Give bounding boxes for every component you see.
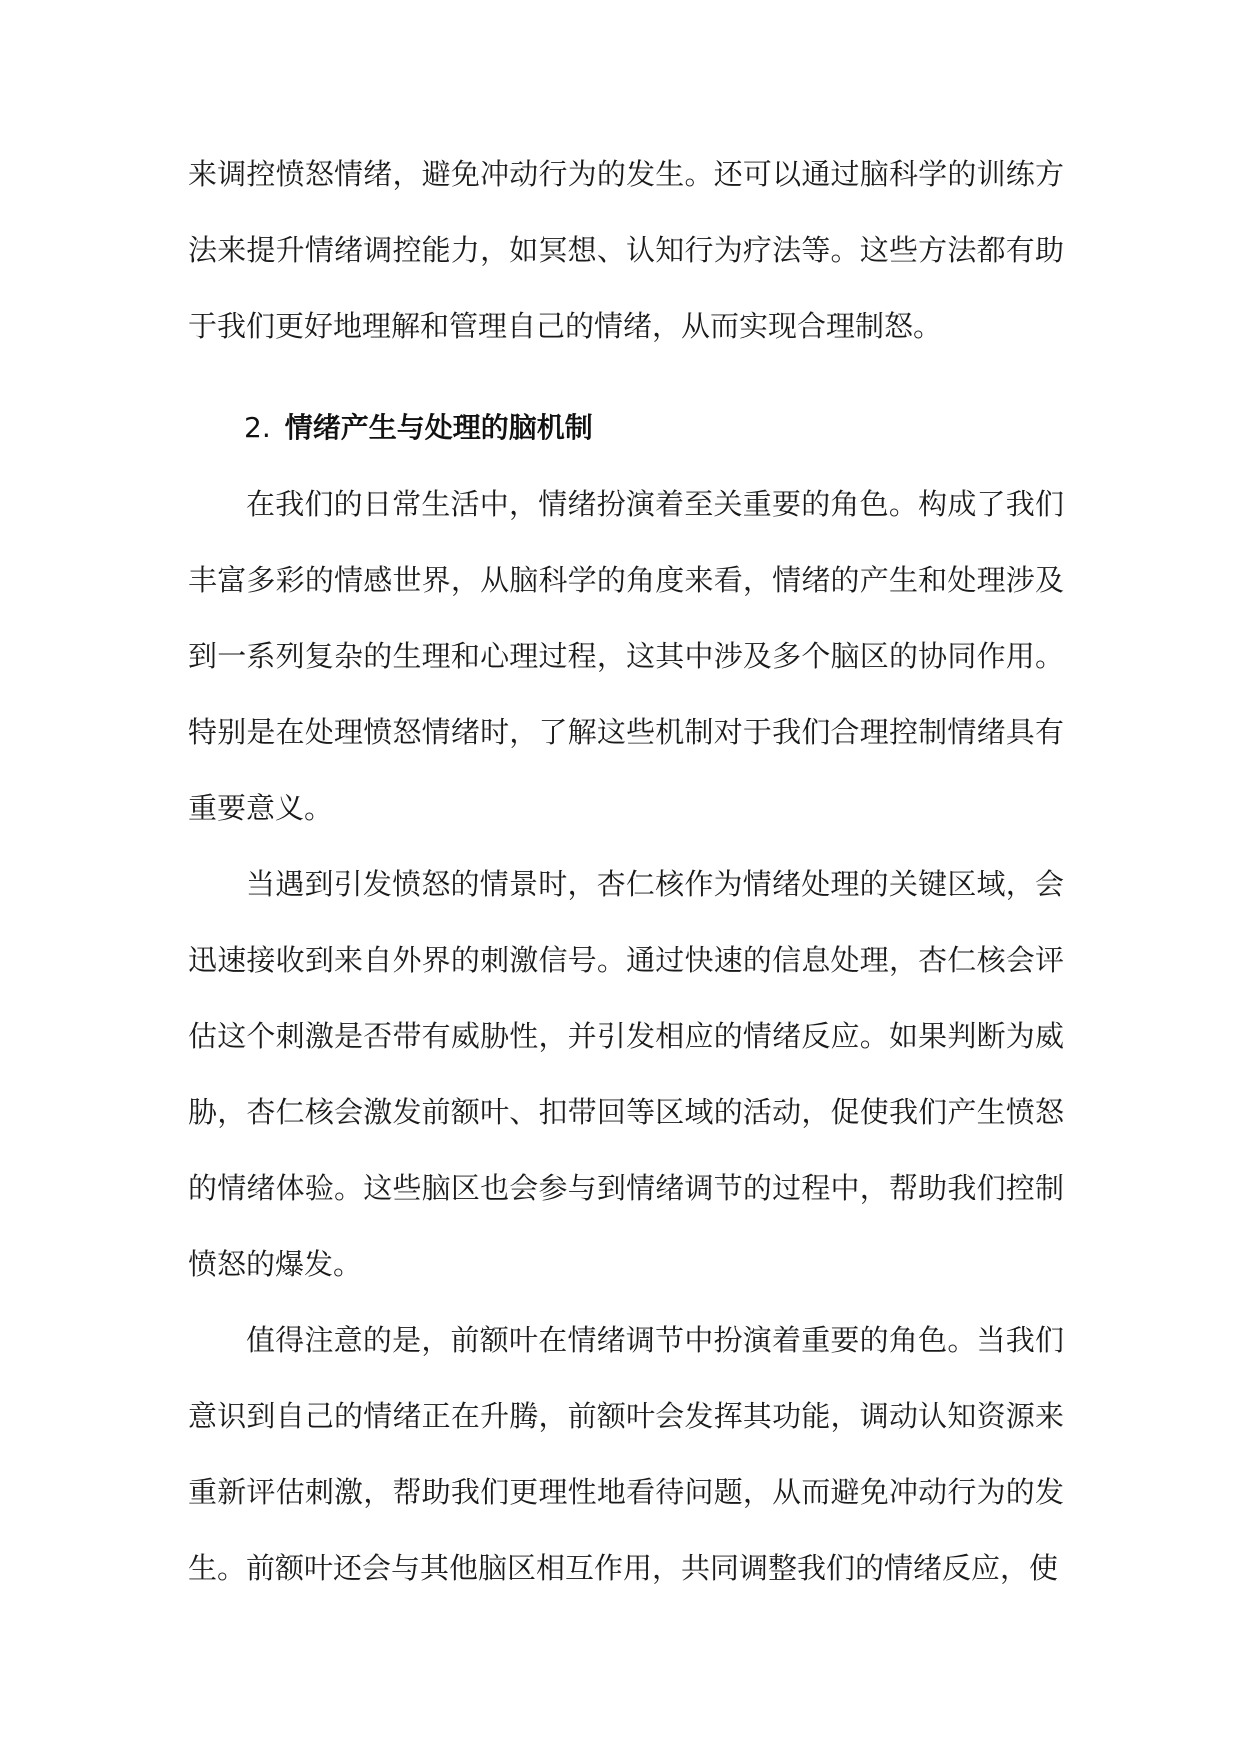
paragraph: 值得注意的是，前额叶在情绪调节中扮演着重要的角色。当我们意识到自己的情绪正在升腾，前额叶会发挥其功能，调动认知资源来重新评估刺激，帮助我们更理性地看待问题，从而避免冲动行为的发生。前额叶还会与其他脑区相互作用，共同调整我们的情绪反应，使 <box>188 1323 1064 1585</box>
paragraph: 在我们的日常生活中，情绪扮演着至关重要的角色。构成了我们丰富多彩的情感世界，从脑科学的角度来看，情绪的产生和处理涉及到一系列复杂的生理和心理过程，这其中涉及多个脑区的协同作用。特别是在处理愤怒情绪时，了解这些机制对于我们合理控制情绪具有重要意义。 <box>188 487 1064 825</box>
paragraph: 当遇到引发愤怒的情景时，杏仁核作为情绪处理的关键区域，会迅速接收到来自外界的刺激信号。通过快速的信息处理，杏仁核会评估这个刺激是否带有威胁性，并引发相应的情绪反应。如果判断为威胁，杏仁核会激发前额叶、扣带回等区域的活动，促使我们产生愤怒的情绪体验。这些脑区也会参与到情绪调节的过程中，帮助我们控制愤怒的爆发。 <box>188 867 1064 1281</box>
text-column <box>188 136 1064 1606</box>
paragraph-continued: 来调控愤怒情绪，避免冲动行为的发生。还可以通过脑科学的训练方法来提升情绪调控能力，如冥想、认知行为疗法等。这些方法都有助于我们更好地理解和管理自己的情绪，从而实现合理制怒。 <box>188 157 1064 343</box>
section-heading <box>188 390 1064 466</box>
section-number: 2. <box>244 411 271 444</box>
section-title: 情绪产生与处理的脑机制 <box>284 411 593 444</box>
